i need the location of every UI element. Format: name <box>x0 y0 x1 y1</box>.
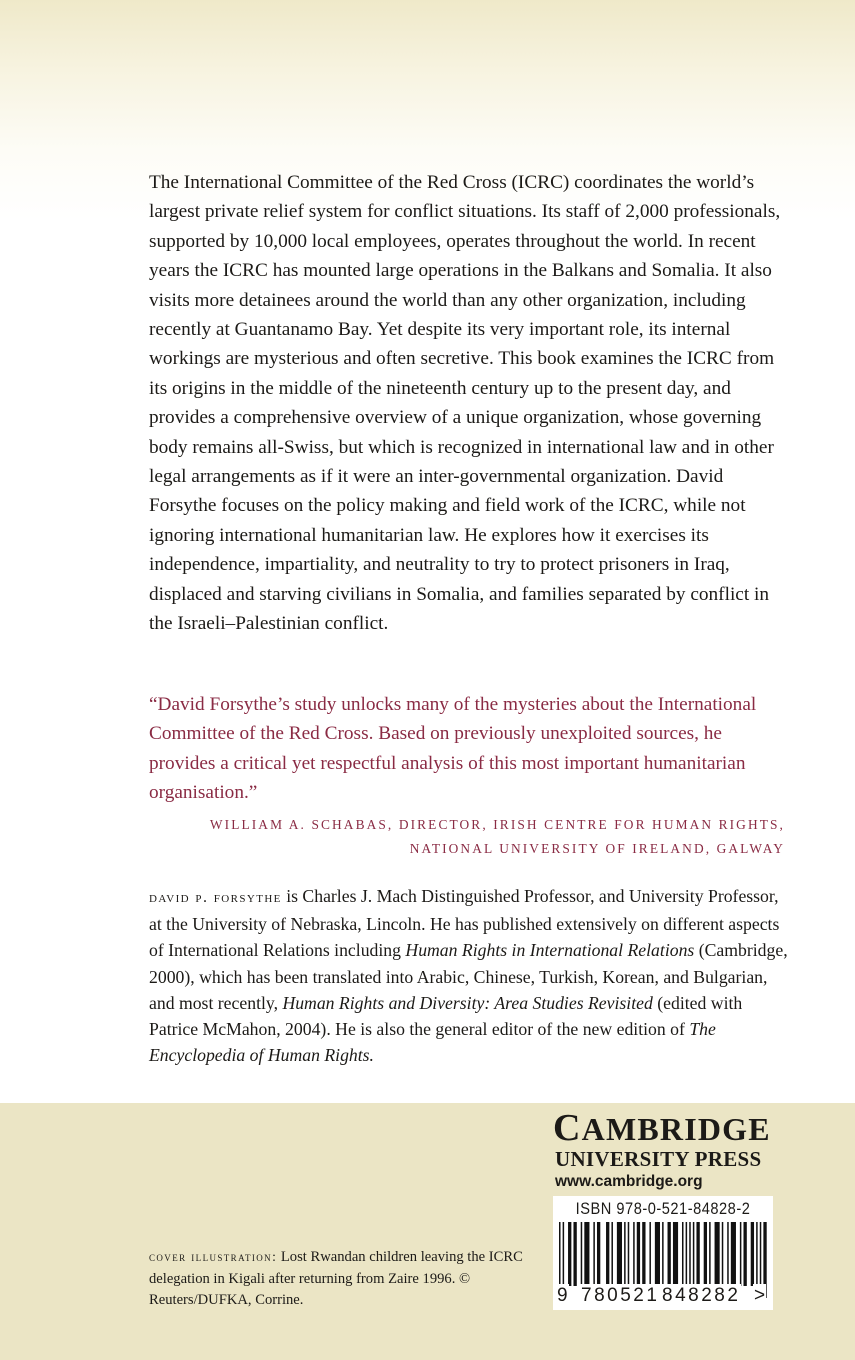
book-title: Human Rights in International Relations <box>405 940 695 961</box>
bio-text: (Cambridge, 2000), which has been translated into Arabic, Chinese, Turkish, Korean, and Bulgarian, and most recently, <box>149 940 788 1013</box>
barcode-bar <box>722 1222 724 1286</box>
cover-credit-label: cover illustration: <box>149 1249 278 1264</box>
bio-text: is Charles J. Mach Distinguished Professor, and University Professor, at the University of Nebraska, Lincoln. He has published extensively on different aspects of International Relations including <box>149 886 780 961</box>
attribution-line: WILLIAM A. SCHABAS, DIRECTOR, IRISH CENTRE FOR HUMAN RIGHTS, <box>209 817 785 832</box>
barcode-bar <box>633 1222 635 1286</box>
barcode-bar <box>743 1222 746 1286</box>
barcode-bar <box>624 1222 626 1286</box>
barcode-bar <box>756 1222 758 1286</box>
barcode-bar <box>611 1222 613 1286</box>
book-description: The International Committee of the Red Cross (ICRC) coordinates the world’s largest private relief system for conflict situations. Its staff of 2,000 professionals, supported by 10,000 local employees, operates throughout the world. In recent years the ICRC has mounted large operations in the Balkans and Somalia. It also visits more detainees around the world than any other organization, including recently at Guantanamo Bay. Yet despite its very important role, its internal workings are mysterious and often secretive. This book examines the ICRC from its origins in the middle of the nineteenth century up to the present day, and provides a comprehensive overview of a unique organization, whose governing body remains all-Swiss, but which is recognized in international law and in other legal arrangements as if it were an inter-governmental organization. David Forsythe focuses on the policy making and field work of the ICRC, while not ignoring international humanitarian law. He explores how it exercises its independence, impartiality, and neutrality to try to protect prisoners in Iraq, displaced and starving civilians in Somalia, and families separated by conflict in the Israeli–Palestinian conflict. <box>149 172 781 635</box>
barcode-bar <box>597 1222 600 1286</box>
barcode-bar <box>689 1222 691 1286</box>
barcode-bar <box>731 1222 736 1286</box>
barcode-bar <box>642 1222 645 1286</box>
book-title: Human Rights and Diversity: Area Studies Revisited <box>282 992 653 1013</box>
ean-arrow: > <box>754 1285 766 1306</box>
barcode-bar <box>682 1222 684 1286</box>
author-bio <box>149 883 789 1068</box>
barcode-bar <box>715 1222 720 1286</box>
barcode-bar <box>727 1222 729 1286</box>
ean-first-digit: 9 <box>557 1285 568 1306</box>
author-name: david p. forsythe <box>149 889 282 906</box>
publisher-name <box>553 1107 773 1149</box>
barcode-bar <box>668 1222 671 1286</box>
barcode-bar <box>593 1222 595 1286</box>
barcode-bar <box>751 1222 754 1286</box>
cover-credit-text: Lost Rwandan children leaving the ICRC delegation in Kigali after returning from Zaire 1996. © Reuters/DUFKA, Corrine. <box>149 1249 523 1308</box>
barcode-bar <box>584 1222 589 1286</box>
endorsement-attribution <box>210 813 785 861</box>
book-title: The Encyclopedia of Human Rights. <box>149 1019 716 1066</box>
publisher-name-initial: C <box>553 1107 582 1149</box>
barcode-bar <box>573 1222 576 1286</box>
barcode-bar <box>628 1222 630 1286</box>
isbn-number: ISBN 978-0-521-84828-2 <box>575 1199 751 1218</box>
barcode-bar <box>637 1222 640 1286</box>
barcode-bar <box>693 1222 695 1286</box>
barcode <box>553 1196 773 1310</box>
barcode-bar <box>704 1222 707 1286</box>
barcode-bar <box>686 1222 688 1286</box>
publisher-url: www.cambridge.org <box>555 1173 703 1190</box>
barcode-bar <box>649 1222 651 1286</box>
ean-right-group: 848282 <box>662 1285 741 1306</box>
barcode-bar <box>568 1222 571 1286</box>
barcode-bar <box>581 1222 583 1286</box>
barcode-bar <box>655 1222 660 1286</box>
publisher-subtitle: UNIVERSITY PRESS <box>555 1147 762 1171</box>
barcode-bar <box>740 1222 742 1286</box>
bio-text: (edited with Patrice McMahon, 2004). He is also the general editor of the new edition of <box>149 992 743 1040</box>
publisher-logo <box>553 1107 773 1192</box>
publisher-name-rest: AMBRIDGE <box>581 1111 771 1147</box>
barcode-bar <box>617 1222 622 1286</box>
cover-credit <box>149 1246 539 1312</box>
barcode-bar <box>709 1222 711 1286</box>
barcode-bar <box>696 1222 699 1286</box>
barcode-bar <box>606 1222 609 1286</box>
barcode-bar <box>673 1222 678 1286</box>
barcode-bar <box>760 1222 762 1286</box>
ean-left-group: 780521 <box>581 1285 660 1306</box>
endorsement-quote: “David Forsythe’s study unlocks many of the mysteries about the International Committee of the Red Cross. Based on previously unexploited sources, he provides a critical yet respectful analysis of this most important humanitarian organisation.” <box>149 694 757 804</box>
attribution-line: NATIONAL UNIVERSITY OF IRELAND, GALWAY <box>409 841 785 856</box>
